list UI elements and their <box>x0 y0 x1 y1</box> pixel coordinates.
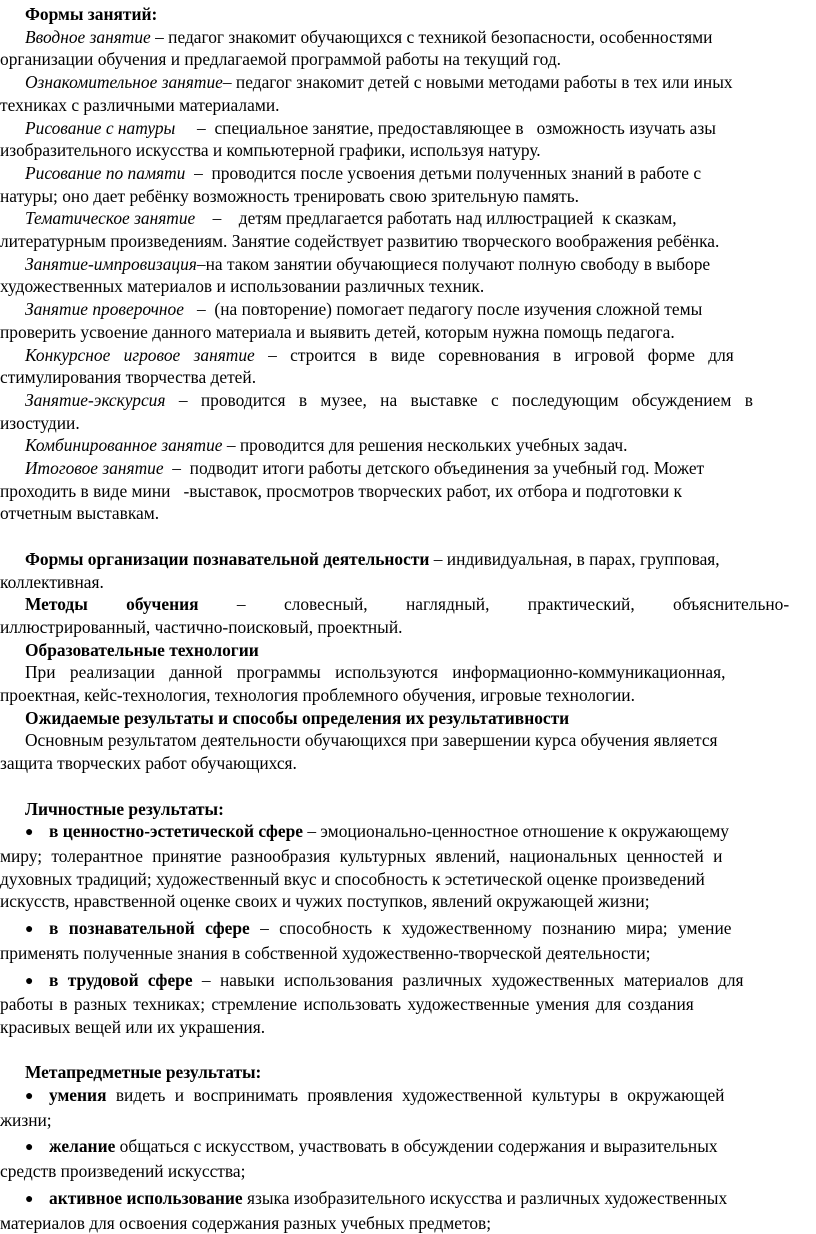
bullet-icon: ● <box>25 825 34 841</box>
teaching-methods-cont: иллюстрированный, частично-поисковый, проектный. <box>0 616 403 637</box>
list-item-cont: средств произведений искусства; <box>0 1161 246 1182</box>
form-item-improv-cont: художественных материалов и использовании различных техник. <box>0 276 485 297</box>
personal-list <box>0 820 816 1038</box>
edu-tech-text-cont: проектная, кейс-технология, технология проблемного обучения, игровые технологии. <box>0 685 635 706</box>
form-item-intro: Вводное занятие – педагог знакомит обучающихся с техникой безопасности, особенностями <box>25 26 713 47</box>
forms-heading: Формы занятий: <box>25 4 158 24</box>
list-item-cont: материалов для освоения содержания разных учебных предметов; <box>0 1212 492 1233</box>
list-item: ● в познавательной сфере – способность к художественному познанию мира; умение <box>0 917 816 942</box>
personal-heading: Личностные результаты: <box>25 798 224 819</box>
list-item-cont: жизни; <box>0 1109 52 1130</box>
form-item-check: Занятие проверочное – (на повторение) помогает педагогу после изучения сложной темы <box>25 299 703 320</box>
teaching-methods: Методы обучения – словесный, наглядный, практический, объяснительно- <box>25 594 790 615</box>
bullet-icon: ● <box>25 973 34 989</box>
list-item-cont: миру; толерантное принятие разнообразия культурных явлений, национальных ценностей и <box>0 845 723 866</box>
edu-tech-text: При реализации данной программы используются информационно-коммуникационная, <box>25 662 726 683</box>
bullet-icon: ● <box>25 922 34 938</box>
edu-tech-heading: Образовательные технологии <box>25 639 259 660</box>
forms-list <box>0 26 816 525</box>
list-item-cont: применять полученные знания в собственной художественно-творческой деятельности; <box>0 942 651 963</box>
form-item-improv: Занятие-импровизация–на таком занятии обучающиеся получают полную свободу в выборе <box>25 253 711 274</box>
spacer <box>0 1039 816 1062</box>
meta-list <box>0 1084 816 1234</box>
form-item-thematic: Тематическое занятие – детям предлагается работать над иллюстрацией к сказкам, <box>25 208 677 229</box>
spacer <box>0 525 816 548</box>
form-item-memory-cont: натуры; оно дает ребёнку возможность тренировать свою зрительную память. <box>0 185 579 206</box>
form-item-memory: Рисование по памяти – проводится после усвоения детьми полученных знаний в работе с <box>25 162 702 183</box>
form-item-final-cont2: отчетным выставкам. <box>0 503 160 524</box>
form-item-excursion: Занятие-экскурсия – проводится в музее, на выставке с последующим обсуждением в <box>25 389 753 410</box>
form-item-intro-cont: организации обучения и предлагаемой программой работы на текущий год. <box>0 49 562 70</box>
list-item: ● в ценностно-эстетической сфере – эмоционально-ценностное отношение к окружающему <box>0 820 816 845</box>
bullet-icon: ● <box>25 1191 34 1207</box>
list-item-cont: красивых вещей или их украшения. <box>0 1016 266 1037</box>
bullet-icon: ● <box>25 1089 34 1104</box>
results-heading: Ожидаемые результаты и способы определения их результативности <box>25 707 570 728</box>
results-text: Основным результатом деятельности обучающихся при завершении курса обучения является <box>25 730 718 751</box>
meta-heading: Метапредметные результаты: <box>25 1062 262 1083</box>
form-item-contest: Конкурсное игровое занятие – строится в виде соревнования в игровой форме для <box>25 344 734 365</box>
cognitive-forms: Формы организации познавательной деятельности – индивидуальная, в парах, групповая, <box>25 548 720 569</box>
list-item: ● активное использование языка изобразительного искусства и различных художественных <box>0 1187 816 1212</box>
cognitive-forms-cont: коллективная. <box>0 571 104 592</box>
form-item-final: Итоговое занятие – подводит итоги работы детского объединения за учебный год. Может <box>25 458 705 479</box>
form-item-familiar: Ознакомительное занятие– педагог знакомит детей с новыми методами работы в тех или иных <box>25 72 733 93</box>
form-item-combined: Комбинированное занятие – проводится для решения нескольких учебных задач. <box>25 435 628 456</box>
form-item-thematic-cont: литературным произведениям. Занятие содействует развитию творческого воображения ребёнка. <box>0 231 720 252</box>
form-item-familiar-cont: техниках с различными материалами. <box>0 94 280 115</box>
list-item-cont: искусств, нравственной оценке своих и чужих поступков, явлений окружающей жизни; <box>0 891 650 912</box>
results-text-cont: защита творческих работ обучающихся. <box>0 753 297 774</box>
form-item-nature: Рисование с натуры – специальное занятие, предоставляющее в озможность изучать азы <box>25 117 716 138</box>
bullet-icon: ● <box>25 1140 34 1156</box>
list-item-cont: работы в разных техниках; стремление использовать художественные умения для создания <box>0 994 694 1015</box>
list-item: ● желание общаться с искусством, участвовать в обсуждении содержания и выразительных <box>0 1135 816 1160</box>
spacer <box>0 775 816 798</box>
form-item-excursion-cont: изостудии. <box>0 412 80 433</box>
list-item: ● в трудовой сфере – навыки использования различных художественных материалов для <box>0 969 816 994</box>
list-item: ● умения видеть и воспринимать проявления художественной культуры в окружающей <box>0 1084 816 1109</box>
form-item-nature-cont: изобразительного искусства и компьютерной графики, используя натуру. <box>0 140 541 161</box>
form-item-final-cont: проходить в виде мини -выставок, просмотров творческих работ, их отбора и подготовки к <box>0 480 682 501</box>
form-item-check-cont: проверить усвоение данного материала и выявить детей, которым нужна помощь педагога. <box>0 321 675 342</box>
list-item-cont: духовных традиций; художественный вкус и способность к эстетической оценке произведений <box>0 868 705 889</box>
form-item-contest-cont: стимулирования творчества детей. <box>0 367 257 388</box>
